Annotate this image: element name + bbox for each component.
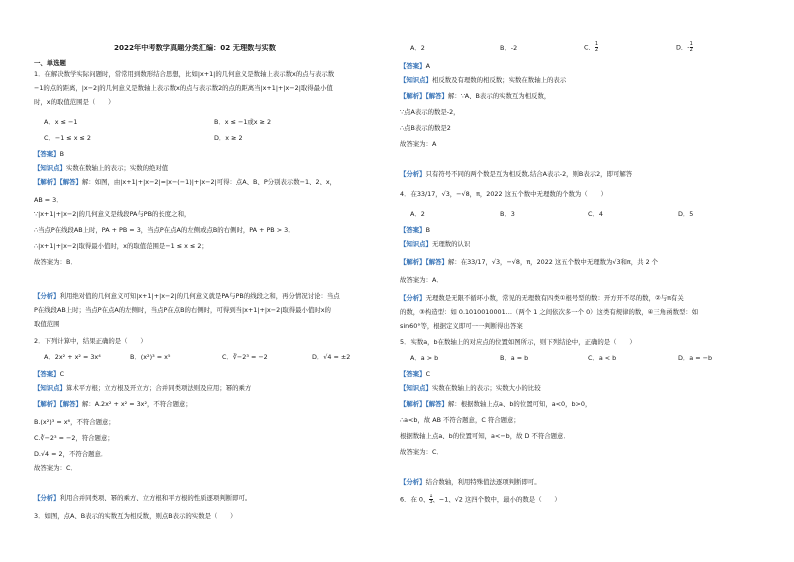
q1-option-b: B．x ≤ −1或x ≥ 2	[214, 118, 272, 126]
explain-text: 解：如图，由|x+1|+|x−2|=|x−(−1)|+|x−2|可得：点A、B、P分别表示数−1、2、x，	[81, 178, 337, 186]
q1-option-c: C．−1 ≤ x ≤ 2	[44, 134, 91, 142]
answer-value: C	[59, 370, 65, 378]
q3-explain-line4: 故答案为：A	[400, 140, 437, 148]
section-heading: 一、单选题	[34, 59, 66, 67]
numerator: 1	[429, 494, 433, 499]
q5-answer	[400, 370, 762, 378]
q4-knowledge	[400, 240, 762, 248]
q1-explain-line6: 故答案为：B．	[34, 258, 77, 266]
answer-tag: 【答案】	[400, 226, 426, 234]
q4-option-c: C．4	[588, 210, 603, 218]
document-title: 2022年中考数学真题分类汇编：02 无理数与实数	[114, 44, 276, 52]
explain-tag: 【解析】【解答】	[400, 258, 448, 266]
q2-option-c: C．∛−2³ = −2	[222, 353, 268, 361]
q4-answer	[400, 226, 762, 234]
explain-text: 解：A.2x² + x² = 3x²，不符合题意；	[81, 400, 192, 408]
q1-knowledge	[34, 164, 396, 172]
answer-tag: 【答案】	[400, 370, 426, 378]
q4-option-b: B．3	[500, 210, 515, 218]
knowledge-tag: 【知识点】	[34, 384, 66, 392]
q3-explain-line3: ∴点B表示的数是2	[400, 124, 451, 132]
q4-explain-line1	[400, 258, 762, 266]
q2-option-a: A．2x² + x² = 3x⁴	[44, 353, 101, 361]
explain-tag: 【解析】【解答】	[34, 400, 82, 408]
answer-tag: 【答案】	[400, 62, 426, 70]
q5-explain-line4: 故答案为：C．	[400, 448, 443, 456]
q5-option-d: D．a = −b	[678, 354, 713, 362]
q5-explain-line3: 根据数轴上点a、b的位置可知，a<−b，故 D 不符合题意．	[400, 432, 570, 440]
q3-explain-line2: ∵点A表示的数是-2，	[400, 108, 460, 116]
q4-explain-line2: 故答案为：A．	[400, 276, 443, 284]
q3-explain-line1	[400, 92, 762, 100]
q6-stem	[400, 494, 762, 505]
q2-option-b: B．(x²)³ = x⁵	[130, 353, 171, 361]
analysis-text: 只有符号不同的两个数是互为相反数,结合A表示-2，则B表示2，即可解答	[425, 170, 633, 178]
knowledge-text: 相反数及有理数的相反数；实数在数轴上的表示	[431, 76, 567, 84]
q2-explain-line1	[34, 400, 396, 408]
q1-explain-line2: AB = 3．	[34, 196, 63, 204]
q2-explain-line2: B.(x²)³ = x⁶，不符合题意；	[34, 418, 115, 426]
knowledge-text: 无理数的认识	[431, 240, 471, 248]
analysis-text: 结合数轴，利用特殊值法逐项判断即可。	[425, 478, 541, 486]
q2-answer	[34, 370, 396, 378]
q3-option-a: A．2	[410, 44, 425, 52]
knowledge-text: 实数在数轴上的表示；实数的绝对值	[65, 164, 169, 172]
q3-analysis	[400, 170, 762, 178]
analysis-tag: 【分析】	[34, 292, 60, 300]
q2-knowledge	[34, 384, 396, 392]
q1-option-a: A．x ≤ −1	[44, 118, 78, 126]
analysis-tag: 【分析】	[400, 478, 426, 486]
q2-explain-line5: 故答案为：C．	[34, 464, 77, 472]
left-column	[34, 0, 396, 562]
q5-explain-line1	[400, 400, 762, 408]
knowledge-tag: 【知识点】	[400, 240, 432, 248]
explain-tag: 【解析】【解答】	[400, 92, 448, 100]
fraction	[595, 42, 598, 53]
answer-value: B	[425, 226, 430, 234]
q4-analysis-line1	[400, 294, 762, 302]
explain-tag: 【解析】【解答】	[34, 178, 82, 186]
q5-explain-line2: ∴a<b，故 AB 不符合题意，C 符合题意；	[400, 416, 520, 424]
q1-analysis-line3: 取值范围	[34, 320, 60, 328]
option-label: C．	[584, 43, 595, 52]
knowledge-text: 实数在数轴上的表示；实数大小的比较	[431, 384, 541, 392]
q1-stem-line2: −1的点的距离，|x−2|的几何意义是数轴上表示数x的点与表示数2的点的距离当|x+1|+|x−2|取得最小值	[34, 84, 333, 92]
explain-text: 解：在33/17，√3，−√8，π，2022 这五个数中无理数为√3和π，共 2 个	[447, 258, 659, 266]
q1-option-d: D．x ≥ 2	[214, 134, 243, 142]
q1-analysis-line2: P在线段AB上时；当点P在点A的左侧时，当点P在点B的右侧时，可得到当|x+1|+|x−2|取得最小值时x的	[34, 306, 331, 314]
answer-value: C	[425, 370, 431, 378]
answer-tag: 【答案】	[34, 150, 60, 158]
q3-option-b: B．-2	[500, 44, 518, 52]
q4-option-d: D．5	[678, 210, 694, 218]
answer-value: A	[425, 62, 430, 70]
option-label: D．-	[676, 43, 690, 52]
explain-text: 解：根据数轴上点a、b的位置可知，a<0，b>0，	[447, 400, 592, 408]
explain-tag: 【解析】【解答】	[400, 400, 448, 408]
numerator: 1	[594, 41, 599, 47]
q1-explain-line3: ∵|x+1|+|x−2|的几何意义是线段PA与PB的长度之和，	[34, 210, 191, 218]
analysis-text: 利用绝对值的几何意义可知|x+1|+|x−2|的几何意义就是PA与PB的线段之和，再分情况讨论：当点	[59, 292, 340, 300]
fraction	[690, 42, 693, 53]
q4-analysis-line3: sin60°等，根据定义即可一一判断得出答案	[400, 322, 523, 330]
q1-stem-line1: 1．在解决数学实际问题时，常常用到数形结合思想，比如|x+1|的几何意义是数轴上表示数x的点与表示数	[34, 70, 335, 78]
analysis-tag: 【分析】	[34, 494, 60, 502]
q3-answer	[400, 62, 762, 70]
q3-stem: 3．如图，点A、B表示的实数互为相反数，则点B表示的实数是（ ）	[34, 512, 237, 520]
q4-stem: 4．在33/17，√3，−√8，π，2022 这五个数中无理数的个数为（ ）	[400, 190, 607, 198]
q3-option-c	[584, 42, 598, 53]
q2-option-d: D．√4 = ±2	[312, 353, 351, 361]
q4-analysis-line2: 的数，③构造型：如 0.1010010001…（两个 1 之间依次多一个 0）这类有规律的数，④三角函数型：如	[400, 308, 699, 316]
q5-option-a: A．a > b	[410, 354, 439, 362]
q4-option-a: A．2	[410, 210, 425, 218]
analysis-text: 无理数是无限不循环小数，常见的无理数有四类①根号型的数：开方开不尽的数，②与π有关	[425, 294, 684, 302]
q1-answer	[34, 150, 396, 158]
q3-knowledge	[400, 76, 762, 84]
q1-explain-line5: ∴|x+1|+|x−2|取得最小值时，x的取值范围是−1 ≤ x ≤ 2；	[34, 242, 208, 250]
q1-explain-line4: ∴当点P在线段AB上时，PA + PB = 3，当点P在点A的左侧或点B的右侧时，PA + PB > 3．	[34, 226, 295, 234]
q5-knowledge	[400, 384, 762, 392]
answer-tag: 【答案】	[34, 370, 60, 378]
q2-explain-line3: C.∛−2³ = −2，符合题意；	[34, 434, 114, 442]
denominator: 2	[594, 47, 599, 53]
denominator: 2	[689, 47, 693, 53]
analysis-text: 利用合并同类项、幂的乘方、立方根和平方根的性质逐项判断即可。	[59, 494, 252, 502]
numerator: 1	[689, 41, 693, 47]
knowledge-tag: 【知识点】	[34, 164, 66, 172]
q5-analysis	[400, 478, 762, 486]
q1-stem-line3: 时，x的取值范围是（ ）	[34, 98, 115, 106]
q2-analysis	[34, 494, 396, 502]
q5-stem: 5．实数a，b在数轴上的对应点的位置如图所示，则下列结论中，正确的是（ ）	[400, 338, 636, 346]
q2-explain-line4: D.√4 = 2，不符合题意．	[34, 450, 108, 458]
explain-text: 解：∵A、B表示的实数互为相反数，	[447, 92, 551, 100]
q1-analysis-line1	[34, 292, 396, 300]
knowledge-tag: 【知识点】	[400, 76, 432, 84]
q5-option-c: C．a < b	[588, 354, 617, 362]
q5-option-b: B．a = b	[500, 354, 529, 362]
knowledge-tag: 【知识点】	[400, 384, 432, 392]
stem-text: 6．在 0、	[400, 495, 430, 504]
denominator: 3	[429, 499, 433, 505]
knowledge-text: 算术平方根；立方根及开立方；合并同类项法则及应用；幂的乘方	[65, 384, 252, 392]
analysis-tag: 【分析】	[400, 170, 426, 178]
answer-value: B	[59, 150, 64, 158]
q2-stem: 2．下列计算中，结果正确的是（ ）	[34, 337, 147, 345]
q3-option-d	[676, 42, 693, 53]
q1-explain-line1	[34, 178, 396, 186]
stem-text: 、−1、√2 这四个数中，最小的数是（ ）	[432, 495, 561, 504]
analysis-tag: 【分析】	[400, 294, 426, 302]
right-column	[400, 0, 762, 562]
